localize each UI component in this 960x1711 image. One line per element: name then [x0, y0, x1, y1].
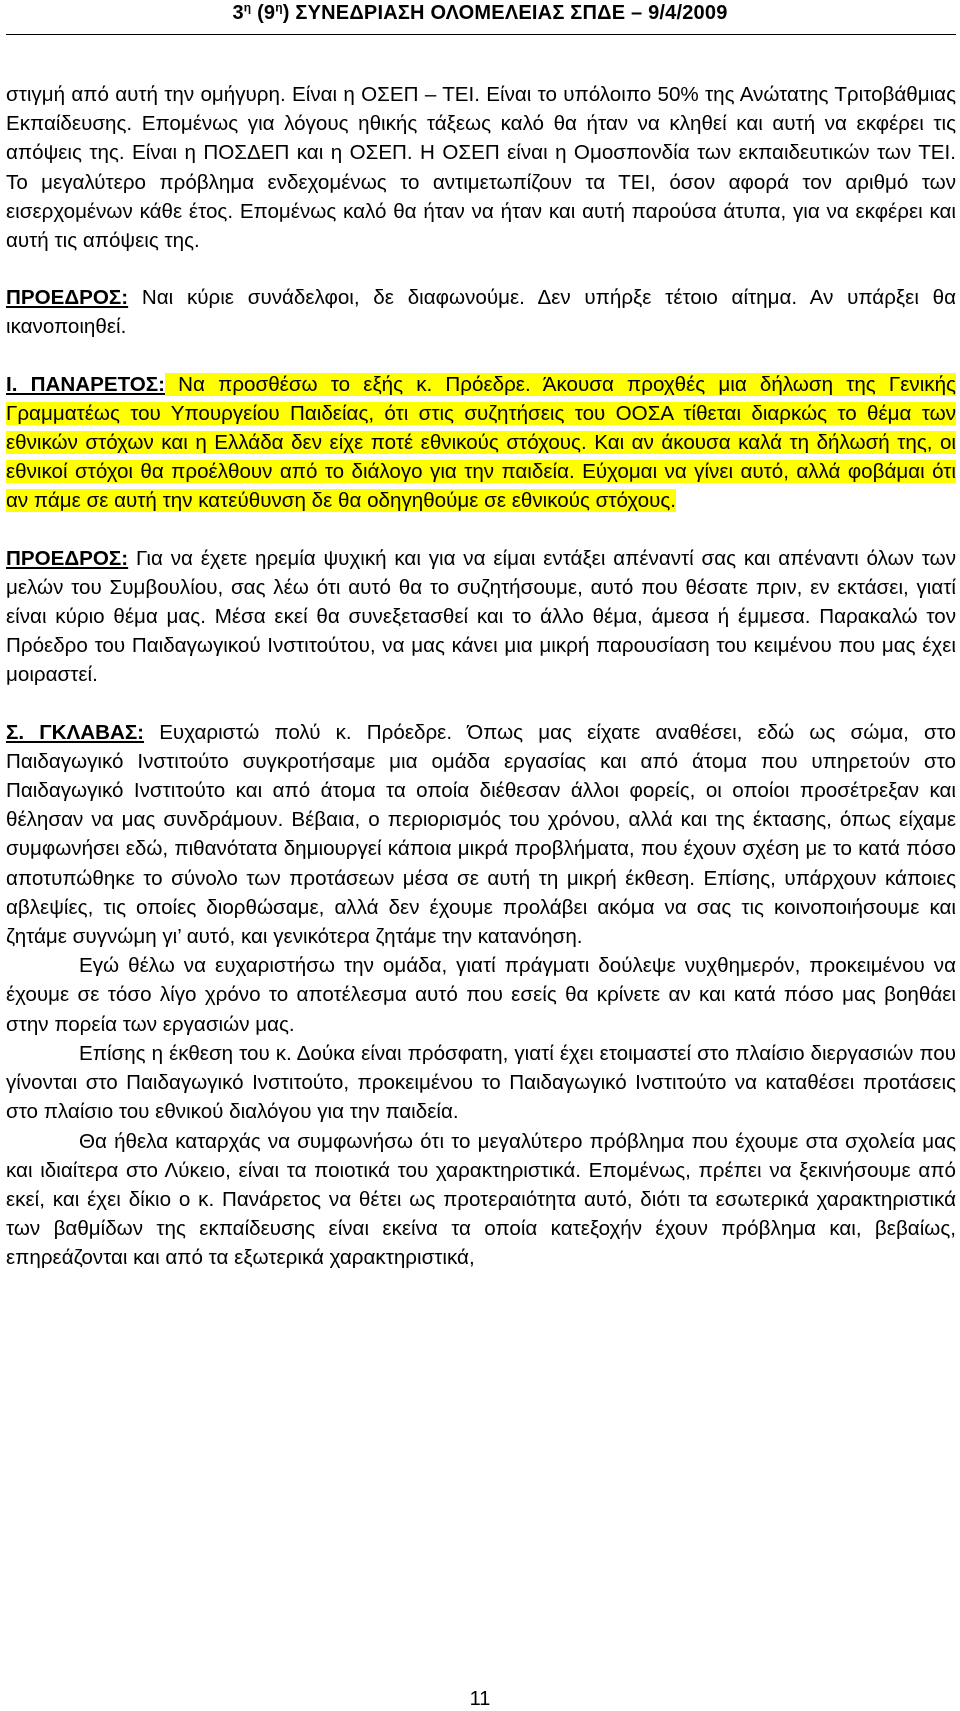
paragraph-president-response — [6, 544, 956, 690]
speaker-label-panaretos: Ι. ΠΑΝΑΡΕΤΟΣ: — [6, 372, 166, 396]
paragraph-continuation: στιγμή από αυτή την ομήγυρη. Είναι η ΟΣΕΠ – ΤΕΙ. Είναι το υπόλοιπο 50% της Ανώτατης Τριτοβάθμιας Εκπαίδευσης. Επομένως για λόγους ηθικής τάξεως καλό θα ήταν να κληθεί και αυτή να εκφέρει τις απόψεις της. Είναι η ΠΟΣΔΕΠ και η ΟΣΕΠ. Η ΟΣΕΠ είναι η Ομοσπονδία των εκπαιδευτικών των ΤΕΙ. Το μεγαλύτερο πρόβλημα ενδεχομένως το αντιμετωπίζουν τα ΤΕΙ, όσον αφορά τον αριθμό των εισερχομένων κάθε έτος. Επομένως καλό θα ήταν να ήταν και αυτή παρούσα άτυπα, για να εκφέρει και αυτή τις απόψεις της. — [6, 83, 956, 253]
speaker-label-president: ΠΡΟΕΔΡΟΣ: — [6, 286, 129, 310]
paragraph-gap — [6, 255, 956, 283]
paragraph-gap — [6, 516, 956, 544]
header-title-part2: (9 — [251, 2, 276, 24]
paragraph-thanks: Εγώ θέλω να ευχαριστήσω την ομάδα, γιατί πράγματι δούλεψε νυχθημερόν, προκειμένου να έχουμε σε τόσο λίγο χρόνο το αποτέλεσμα αυτό που εσείς θα κρίνετε αν και κατά πόσο μας βοηθάει στην πορεία των εργασιών μας. — [6, 954, 956, 1036]
header-divider — [6, 34, 956, 35]
paragraph-quality: Θα ήθελα καταρχάς να συμφωνήσω ότι το μεγαλύτερο πρόβλημα που έχουμε στα σχολεία μας και ιδιαίτερα στο Λύκειο, είναι τα ποιοτικά του χαρακτηριστικά. Επομένως, πρέπει να ξεκινήσουμε από εκεί, και έχει δίκιο ο κ. Πανάρετος να θέτει ως προτεραιότητα αυτό, διότι τα εσωτερικά χαρακτηριστικά των βαθμίδων της εκπαίδευσης είναι εκείνα τα οποία κατεξοχήν έχουν πρόβλημα και, βεβαίως, επηρεάζονται και από τα εξωτερικά χαρακτηριστικά, — [6, 1129, 956, 1270]
paragraph-gklavas — [6, 718, 956, 952]
paragraph-panaretos — [6, 370, 956, 516]
speaker-label-president: ΠΡΟΕΔΡΟΣ: — [6, 546, 129, 570]
speech-text: Ναι κύριε συνάδελφοι, δε διαφωνούμε. Δεν υπήρξε τέτοιο αίτημα. Αν υπάρξει θα ικανοποιηθεί. — [6, 286, 956, 339]
document-body — [6, 80, 956, 1273]
paragraph-president-reply — [6, 283, 956, 341]
header-title-superscript-1: η — [243, 0, 252, 15]
header-title-superscript-2: η — [275, 0, 283, 15]
page-header — [0, 2, 960, 25]
page-number: 11 — [469, 1688, 491, 1710]
paragraph-gap — [6, 342, 956, 370]
highlighted-speech-text: Να προσθέσω το εξής κ. Πρόεδρε. Άκουσα προχθές μια δήλωση της Γενικής Γραμματέως του Υπουργείου Παιδείας, ότι στις συζητήσεις του ΟΟΣΑ τίθεται διαρκώς το θέμα των εθνικών στόχων και η Ελλάδα δεν είχε ποτέ εθνικούς στόχους. Και αν άκουσα καλά τη δήλωσή της, οι εθνικοί στόχοι θα προέλθουν από το διάλογο για την παιδεία. Εύχομαι να γίνει αυτό, αλλά φοβάμαι ότι αν πάμε σε αυτή την κατεύθυνση δε θα οδηγηθούμε σε εθνικούς στόχους. — [6, 372, 956, 513]
header-title-part3: ) ΣΥΝΕΔΡΙΑΣΗ ΟΛΟΜΕΛΕΙΑΣ ΣΠΔΕ – 9/4/2009 — [282, 2, 728, 24]
header-title-part1: 3 — [232, 2, 244, 24]
paragraph-gap — [6, 690, 956, 718]
speech-text: Για να έχετε ηρεμία ψυχική και για να είμαι εντάξει απέναντί σας και απέναντι όλων των μελών του Συμβουλίου, σας λέω ότι αυτό θα το συζητήσουμε, αυτό που θέσατε πριν, εν εκτάσει, γιατί είναι κύριο θέμα μας. Μέσα εκεί θα συνεξετασθεί και το άλλο θέμα, άμεσα ή έμμεσα. Παρακαλώ τον Πρόεδρο του Παιδαγωγικού Ινστιτούτου, να μας κάνει μια μικρή παρουσίαση του κειμένου που μας έχει μοιραστεί. — [6, 546, 956, 687]
speech-text: Ευχαριστώ πολύ κ. Πρόεδρε. Όπως μας είχατε αναθέσει, εδώ ως σώμα, στο Παιδαγωγικό Ινστιτούτο συγκροτήσαμε μια ομάδα εργασίας και από άτομα που υπηρετούν στο Παιδαγωγικό Ινστιτούτο και από άτομα τα οποία διέθεσαν άλλοι φορείς, οι οποίοι προσέτρεξαν και θέλησαν να μας συνδράμουν. Βέβαια, ο περιορισμός του χρόνου, αλλά και της έκτασης, όπως είχαμε συμφωνήσει εδώ, πιθανότατα δημιουργεί κάποια μικρά προβλήματα, που έχουν σχέση με το κατά πόσο αποτυπώθηκε το σύνολο των προτάσεων μέσα σε αυτή τη μικρή έκθεση. Επίσης, υπάρχουν κάποιες αβλεψίες, τις οποίες διορθώσαμε, αλλά δεν έχουμε προλάβει ακόμα να σας τις κοινοποιήσουμε και ζητάμε συγνώμη γι’ αυτό, και γενικότερα ζητάμε την κατανόηση. — [6, 720, 956, 949]
speaker-label-gklavas: Σ. ΓΚΛΑΒΑΣ: — [6, 720, 145, 744]
paragraph-report: Επίσης η έκθεση του κ. Δούκα είναι πρόσφατη, γιατί έχει ετοιμαστεί στο πλαίσιο διεργασιών που γίνονται στο Παιδαγωγικό Ινστιτούτο, προκειμένου το Παιδαγωγικό Ινστιτούτο να καταθέσει προτάσεις στο πλαίσιο του εθνικού διαλόγου για την παιδεία. — [6, 1041, 956, 1124]
